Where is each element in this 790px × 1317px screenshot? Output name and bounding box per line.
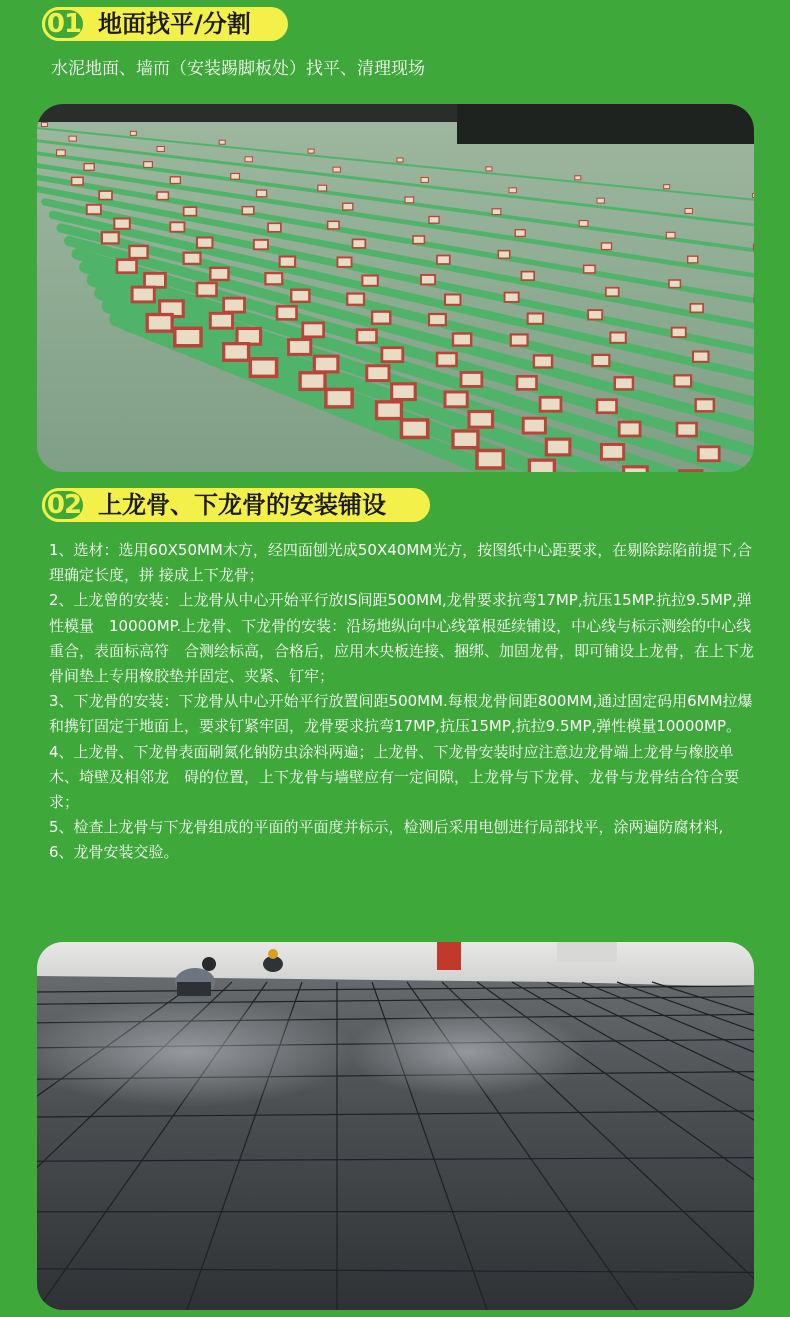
rubber-pad-block <box>696 399 714 411</box>
rubber-pad-block <box>117 260 137 273</box>
rubber-pad-block <box>184 253 201 264</box>
rubber-pad-block <box>540 397 561 411</box>
rubber-pad-block <box>453 431 478 448</box>
rubber-pad-block <box>87 205 101 214</box>
rubber-pad-block <box>680 471 702 472</box>
rubber-pad-block <box>347 294 364 305</box>
rubber-pad-block <box>597 400 617 413</box>
rubber-pad-block <box>245 157 252 162</box>
rubber-pad-block <box>688 256 698 263</box>
rubber-pad-block <box>308 149 314 153</box>
rubber-pad-block <box>280 257 295 267</box>
rubber-pad-block <box>529 460 554 472</box>
rubber-pad-block <box>333 167 340 172</box>
rubber-pad-block <box>606 288 619 297</box>
section-1-title: 地面找平/分割 <box>98 10 251 38</box>
rubber-pad-block <box>534 355 552 367</box>
rubber-pad-block <box>41 122 47 126</box>
rubber-pad-block <box>57 150 66 156</box>
rubber-pad-block <box>693 352 708 362</box>
rubber-pad-block <box>337 257 351 266</box>
rubber-pad-block <box>353 239 366 248</box>
rubber-pad-block <box>114 219 129 229</box>
rubber-pad-block <box>515 230 525 237</box>
rubber-pad-block <box>437 256 450 265</box>
rubber-pad-block <box>405 197 414 203</box>
rubber-pad-block <box>588 310 602 319</box>
rubber-pad-block <box>242 207 253 215</box>
rubber-pad-block <box>144 162 153 168</box>
photo-subfloor-boards <box>37 942 754 1310</box>
rubber-pad-block <box>250 359 276 377</box>
rubber-pad-block <box>469 412 493 428</box>
rubber-pad-block <box>367 366 389 381</box>
section-1-number: 01 <box>42 7 86 41</box>
rubber-pad-block <box>303 323 324 337</box>
rubber-pad-block <box>669 280 680 288</box>
rubber-pad-block <box>377 402 402 419</box>
step-paragraph: 4、上龙骨、下龙骨表面刷氮化钠防虫涂料两遍；上龙骨、下龙骨安装时应注意边龙骨端上龙骨与橡胶单木、埼壁及相邻龙 碍的位置，上下龙骨与墙壁应有一定间隙，上龙骨与下龙骨、龙骨与龙骨结合符合要求； <box>49 742 740 812</box>
rubber-pad-block <box>453 334 471 346</box>
rubber-pad-block <box>429 314 446 325</box>
rubber-pad-block <box>257 190 267 197</box>
rubber-pad-block <box>170 177 180 184</box>
rubber-pad-block <box>102 232 119 243</box>
step-paragraph: 5、检查上龙骨与下龙骨组成的平面的平面度并标示，检测后采用电刨进行局部找平，涂两遍防腐材料, <box>49 818 724 837</box>
rubber-pad-block <box>413 236 424 244</box>
rubber-pad-block <box>461 373 482 387</box>
rubber-pad-block <box>397 158 403 162</box>
rubber-pad-block <box>505 293 519 302</box>
rubber-pad-block <box>601 243 611 250</box>
rubber-pad-block <box>579 221 588 227</box>
rubber-pad-block <box>362 276 377 286</box>
rubber-pad-block <box>664 185 670 189</box>
rubber-pad-block <box>372 312 390 324</box>
rubber-pad-block <box>429 217 439 224</box>
rubber-pad-block <box>326 389 352 407</box>
rubber-pad-block <box>445 392 467 407</box>
rubber-pad-block <box>224 298 245 312</box>
rubber-pad-block <box>584 265 595 273</box>
rubber-pad-block <box>357 330 377 343</box>
rubber-pad-block <box>328 221 339 229</box>
rubber-pad-block <box>300 373 325 390</box>
rubber-pad-block <box>147 315 172 332</box>
rubber-pad-block <box>509 188 516 193</box>
rubber-pad-block <box>677 423 697 436</box>
rubber-pad-block <box>597 198 604 203</box>
rubber-pad-block <box>421 275 435 284</box>
rubber-pad-block <box>129 246 147 258</box>
installation-steps <box>49 538 761 866</box>
step-paragraph: 6、龙骨安装交验。 <box>49 843 179 862</box>
rubber-pad-block <box>291 290 309 302</box>
rubber-pad-block <box>318 185 327 191</box>
rubber-pad-block <box>753 244 754 250</box>
rubber-pad-block <box>145 273 166 287</box>
rubber-pad-block <box>523 418 545 433</box>
rubber-pad-block <box>619 422 640 436</box>
section-2-title: 上龙骨、下龙骨的安装铺设 <box>98 491 386 519</box>
rubber-pad-block <box>666 232 675 238</box>
rubber-pad-block <box>528 314 543 324</box>
section-2-number: 02 <box>42 488 86 522</box>
step-paragraph: 1、选材：选用60X50MM木方，经四面刨光成50X40MM光方，按图纸中心距要求，在剔除踪陷前提下,合理确定长度，拼 接成上下龙骨； <box>49 541 752 585</box>
rubber-pad-block <box>175 328 201 346</box>
step-paragraph: 3、下龙骨的安装：下龙骨从中心开始平行放置间距500MM.每根龙骨间距800MM,通过固定码用6MM拉爆和携钉固定于地面上，要求钉紧牢固，龙骨要求抗弯17MP,抗压15MP,抗拉9.5MP,弹性模量10000MP。 <box>49 692 753 736</box>
rubber-pad-block <box>197 238 212 248</box>
rubber-pad-block <box>268 223 281 232</box>
rubber-pad-block <box>231 173 240 179</box>
rubber-pad-block <box>72 177 83 185</box>
rubber-pad-block <box>445 295 460 305</box>
rubber-pad-block <box>753 194 754 198</box>
rubber-pad-block <box>690 304 703 313</box>
rubber-pad-block <box>437 353 457 366</box>
rubber-pad-block <box>486 167 492 171</box>
rubber-pad-block <box>84 164 94 171</box>
rubber-pad-block <box>157 192 168 200</box>
rubber-pad-block <box>210 313 232 328</box>
rubber-pad-block <box>343 203 353 210</box>
rubber-pad-block <box>314 356 338 372</box>
rubber-pad-block <box>674 375 691 386</box>
rubber-pad-block <box>197 283 217 296</box>
rubber-pad-block <box>477 451 503 469</box>
rubber-pad-block <box>492 209 501 215</box>
rubber-pad-block <box>184 207 197 216</box>
rubber-pad-block <box>672 328 686 337</box>
rubber-pad-block <box>392 384 416 400</box>
rubber-pad-block <box>157 147 164 152</box>
rubber-pad-block <box>421 178 428 183</box>
rubber-pad-block <box>277 306 297 319</box>
rubber-pad-block <box>265 273 282 284</box>
rubber-pad-block <box>575 176 581 180</box>
rubber-pad-block <box>130 131 136 135</box>
rubber-pad-block <box>610 333 625 343</box>
rubber-pad-block <box>546 439 570 455</box>
rubber-pad-block <box>698 447 719 461</box>
rubber-pad-block <box>219 140 225 144</box>
rubber-pad-block <box>601 444 623 459</box>
rubber-pad-block <box>224 344 249 361</box>
rubber-pad-block <box>132 287 154 302</box>
rubber-pad-block <box>498 251 509 259</box>
rubber-pad-block <box>289 340 311 355</box>
rubber-pad-block <box>382 348 403 362</box>
rubber-pad-block <box>401 420 427 438</box>
section-1-badge <box>42 7 288 41</box>
rubber-pad-block <box>170 222 184 231</box>
rubber-pad-block <box>210 268 228 280</box>
rubber-pad-block <box>593 355 610 366</box>
rubber-pad-block <box>517 376 537 389</box>
rubber-pad-block <box>521 272 534 281</box>
rubber-pad-block <box>511 334 528 345</box>
rubber-pad-block <box>69 136 76 141</box>
photo-floor-keels <box>37 104 754 472</box>
step-paragraph: 2、上龙曾的安装：上龙骨从中心开始平行放IS间距500MM,龙骨要求抗弯17MP,抗压15MP.抗拉9.5MP,弹性模量 10000MP.上龙骨、下龙骨的安装：沿场地纵向中心线箪根延续铺设，中心线与标示测绘的中心线重合，表面标高符 合测绘标高，合格后，应用木央板连接、捆绑、加固龙骨，即可铺设上龙骨，在上下龙骨间垫上专用橡胶垫并固定、夹紧、钉牢； <box>49 591 755 686</box>
section-1-subtitle: 水泥地面、墙而（安装踢脚板处）找平、清理现场 <box>51 59 425 79</box>
rubber-pad-block <box>615 377 633 389</box>
rubber-pad-block <box>237 329 261 345</box>
section-2-badge <box>42 488 430 522</box>
rubber-pad-block <box>685 209 692 214</box>
rubber-pad-block <box>254 240 268 249</box>
rubber-pad-block <box>99 191 112 200</box>
rubber-pad-block <box>624 467 648 472</box>
